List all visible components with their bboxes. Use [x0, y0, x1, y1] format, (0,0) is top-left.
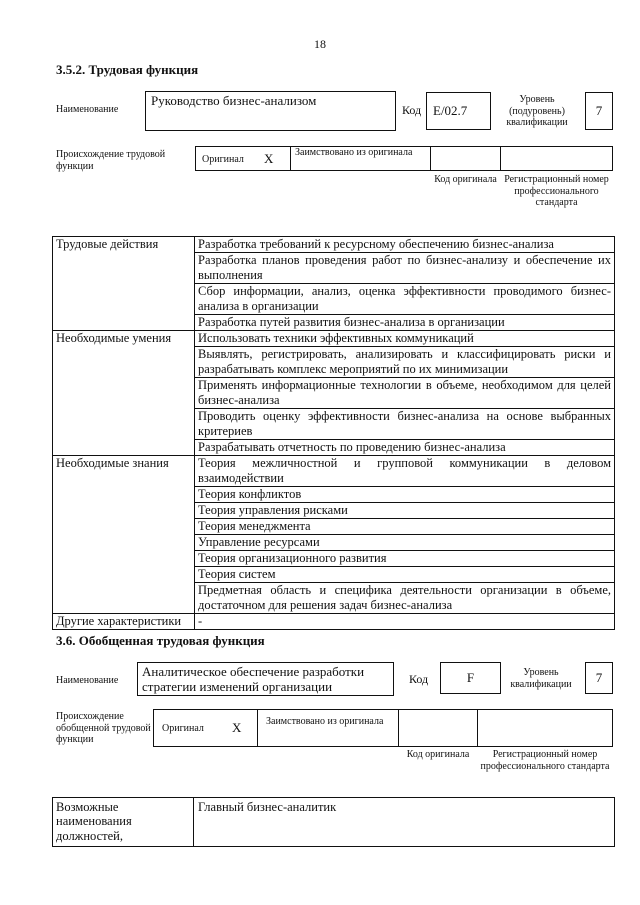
code-label-2: Код [409, 672, 429, 686]
table-cell: Разработка требований к ресурсному обеспечению бизнес-анализа [195, 237, 615, 253]
table-cell: Теория менеджмента [195, 519, 615, 535]
original-cell-2 [153, 709, 258, 747]
table-cell: Проводить оценку эффективности бизнес-анализа на основе выбранных критериев [195, 409, 615, 440]
table-cell: Разработка путей развития бизнес-анализа в организации [195, 315, 615, 331]
level-label-2: Уровень квалификации [510, 667, 572, 690]
name-label: Наименование [56, 104, 119, 115]
code-original-cell [430, 146, 501, 171]
table-cell: - [195, 614, 615, 630]
level-label: Уровень (подуровень) квалификации [506, 94, 568, 128]
reg-number-caption-2: Регистрационный номер профессионального стандарта [480, 749, 610, 772]
code-original-caption-2: Код оригинала [406, 749, 470, 760]
borrowed-cell [290, 146, 431, 171]
original-mark: X [264, 151, 274, 166]
code-box [426, 92, 491, 130]
code-box-2 [440, 662, 501, 694]
level-box-2 [585, 662, 613, 694]
table-row [53, 456, 615, 487]
positions-value-cell [193, 797, 615, 847]
table-cell: Разработка планов проведения работ по бизнес-анализу и обеспечение их выполнения [195, 253, 615, 284]
table-cell: Использовать техники эффективных коммуникаций [195, 331, 615, 347]
original-label-2: Оригинал [162, 723, 204, 734]
code-label: Код [402, 103, 422, 117]
table-cell: Теория управления рисками [195, 503, 615, 519]
page-number: 18 [314, 37, 326, 51]
code-value-2: F [466, 670, 475, 685]
name-label-2: Наименование [56, 675, 119, 686]
table-cell: Управление ресурсами [195, 535, 615, 551]
original-cell [195, 146, 291, 171]
origin-label-2: Происхождение обобщенной трудовой функции [56, 711, 151, 745]
row-group-label: Необходимые умения [53, 331, 195, 456]
reg-number-cell [500, 146, 613, 171]
table-cell: Теория конфликтов [195, 487, 615, 503]
code-value: E/02.7 [433, 103, 468, 118]
name-value-2: Аналитическое обеспечение разработки стратегии изменений организации [142, 664, 365, 694]
table-row [53, 237, 615, 253]
borrowed-label: Заимствовано из оригинала [295, 147, 413, 158]
borrowed-cell-2 [257, 709, 399, 747]
level-value-2: 7 [595, 670, 603, 685]
positions-label: Возможные наименования должностей, [56, 800, 132, 843]
table-cell: Теория систем [195, 567, 615, 583]
level-value: 7 [595, 103, 603, 118]
section-heading-2: 3.6. Обобщенная трудовая функция [56, 633, 265, 648]
name-box-2 [137, 662, 394, 696]
table-cell: Предметная область и специфика деятельности организации в объеме, достаточном для решения задач бизнес-анализа [195, 583, 615, 614]
reg-number-caption: Регистрационный номер профессионального стандарта [504, 174, 609, 208]
original-mark-2: X [232, 720, 242, 735]
table-row [53, 614, 615, 630]
level-box [585, 92, 613, 130]
table-cell: Теория межличностной и групповой коммуникации в деловом взаимодействии [195, 456, 615, 487]
table-cell: Теория организационного развития [195, 551, 615, 567]
row-group-label: Необходимые знания [53, 456, 195, 614]
origin-label: Происхождение трудовой функции [56, 149, 166, 172]
table-cell: Сбор информации, анализ, оценка эффективности проводимого бизнес-анализа в организации [195, 284, 615, 315]
row-group-label: Другие характеристики [53, 614, 195, 630]
code-original-cell-2 [398, 709, 478, 747]
reg-number-cell-2 [477, 709, 613, 747]
table-cell: Применять информационные технологии в объеме, необходимом для целей бизнес-анализа [195, 378, 615, 409]
section-heading: 3.5.2. Трудовая функция [56, 62, 199, 77]
table-cell: Выявлять, регистрировать, анализировать и классифицировать риски и разрабатывать комплекс мероприятий по их минимизации [195, 347, 615, 378]
row-group-label: Трудовые действия [53, 237, 195, 331]
positions-label-cell [52, 797, 194, 847]
functions-table [52, 236, 615, 630]
name-box [145, 91, 396, 131]
name-value: Руководство бизнес-анализом [151, 93, 317, 108]
borrowed-label-2: Заимствовано из оригинала [266, 716, 384, 727]
original-label: Оригинал [202, 154, 244, 165]
positions-value: Главный бизнес-аналитик [198, 800, 337, 814]
table-cell: Разрабатывать отчетность по проведению бизнес-анализа [195, 440, 615, 456]
table-row [53, 331, 615, 347]
code-original-caption: Код оригинала [434, 174, 497, 185]
